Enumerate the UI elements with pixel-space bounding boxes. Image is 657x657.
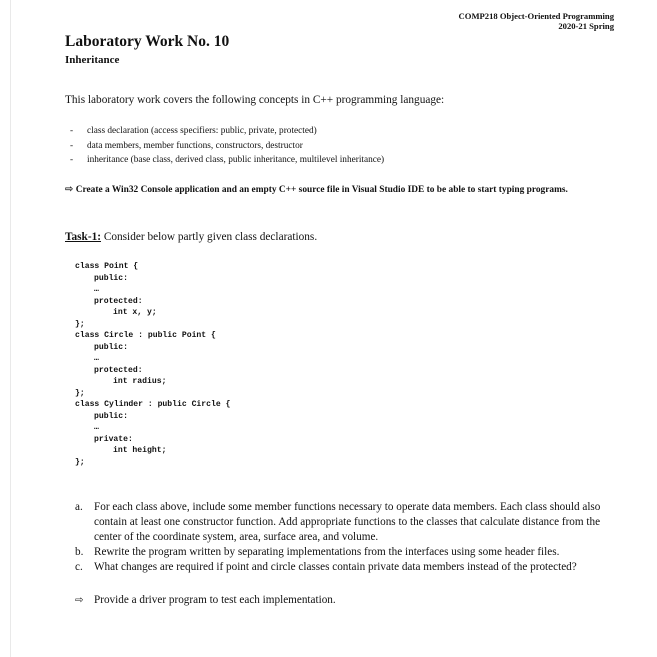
- code-line: int x, y;: [113, 308, 157, 317]
- question-text: Rewrite the program written by separating implementations from the interfaces using some header files.: [94, 546, 560, 558]
- code-line: …: [94, 285, 99, 294]
- arrow-right-icon: ⇨: [65, 184, 74, 195]
- list-item: - data members, member functions, constructors, destructor: [70, 140, 303, 151]
- code-line: protected:: [94, 365, 143, 375]
- task-text: Consider below partly given class declarations.: [101, 231, 318, 243]
- questions-list: [75, 500, 620, 575]
- arrow-right-outline-icon: ⇨: [75, 595, 84, 606]
- code-line: …: [94, 423, 99, 432]
- list-item: [75, 560, 620, 575]
- question-marker: a.: [75, 501, 83, 513]
- code-line: };: [75, 319, 85, 329]
- page-subtitle: Inheritance: [65, 54, 120, 66]
- concepts-list: [70, 124, 384, 168]
- list-item: [75, 545, 620, 560]
- list-item: - class declaration (access specifiers: public, private, protected): [70, 126, 317, 136]
- code-line: };: [75, 457, 85, 467]
- code-line: };: [75, 388, 85, 398]
- concept-text: inheritance (base class, derived class, public inheritance, multilevel inheritance): [87, 155, 385, 165]
- question-text: What changes are required if point and circle classes contain private data members instead of the protected?: [94, 561, 577, 573]
- list-item: [75, 500, 620, 545]
- code-line: class Cylinder : public Circle {: [75, 400, 231, 409]
- course-name: COMP218 Object-Oriented Programming: [458, 11, 614, 21]
- code-line: int radius;: [113, 377, 167, 386]
- code-line: int height;: [113, 446, 167, 455]
- code-line: protected:: [94, 296, 143, 306]
- course-term: 2020-21 Spring: [558, 21, 614, 31]
- task-label: Task-1:: [65, 231, 101, 243]
- code-line: class Circle : public Point {: [75, 331, 216, 340]
- list-item: - inheritance (base class, derived class, public inheritance, multilevel inheritance): [70, 155, 385, 165]
- setup-note-text: Create a Win32 Console application and an empty C++ source file in Visual Studio IDE to be able to start typing programs.: [75, 185, 568, 195]
- code-line: public:: [94, 273, 128, 283]
- code-block: [75, 261, 230, 468]
- driver-instruction: [75, 594, 336, 606]
- page-edge-divider: [10, 0, 11, 657]
- task-heading: [65, 231, 317, 243]
- driver-text: Provide a driver program to test each implementation.: [94, 594, 336, 606]
- setup-note: [65, 184, 568, 195]
- code-line: public:: [94, 411, 128, 421]
- course-header: [459, 11, 614, 31]
- code-line: …: [94, 354, 99, 363]
- code-line: public:: [94, 342, 128, 352]
- concept-text: data members, member functions, constructors, destructor: [87, 140, 303, 151]
- concept-text: class declaration (access specifiers: public, private, protected): [87, 126, 317, 136]
- code-line: private:: [94, 434, 133, 444]
- intro-paragraph: This laboratory work covers the following concepts in C++ programming language:: [65, 94, 445, 106]
- page-title: Laboratory Work No. 10: [65, 33, 230, 50]
- question-marker: b.: [75, 546, 84, 558]
- code-line: class Point {: [75, 262, 139, 271]
- question-text: For each class above, include some member functions necessary to operate data members. Each class should also contain at least one constructor function. Add appropriate functions to the classes that calculate distance from the center of the coordinate system, area, surface area, and volume.: [94, 501, 601, 543]
- question-marker: c.: [75, 561, 83, 573]
